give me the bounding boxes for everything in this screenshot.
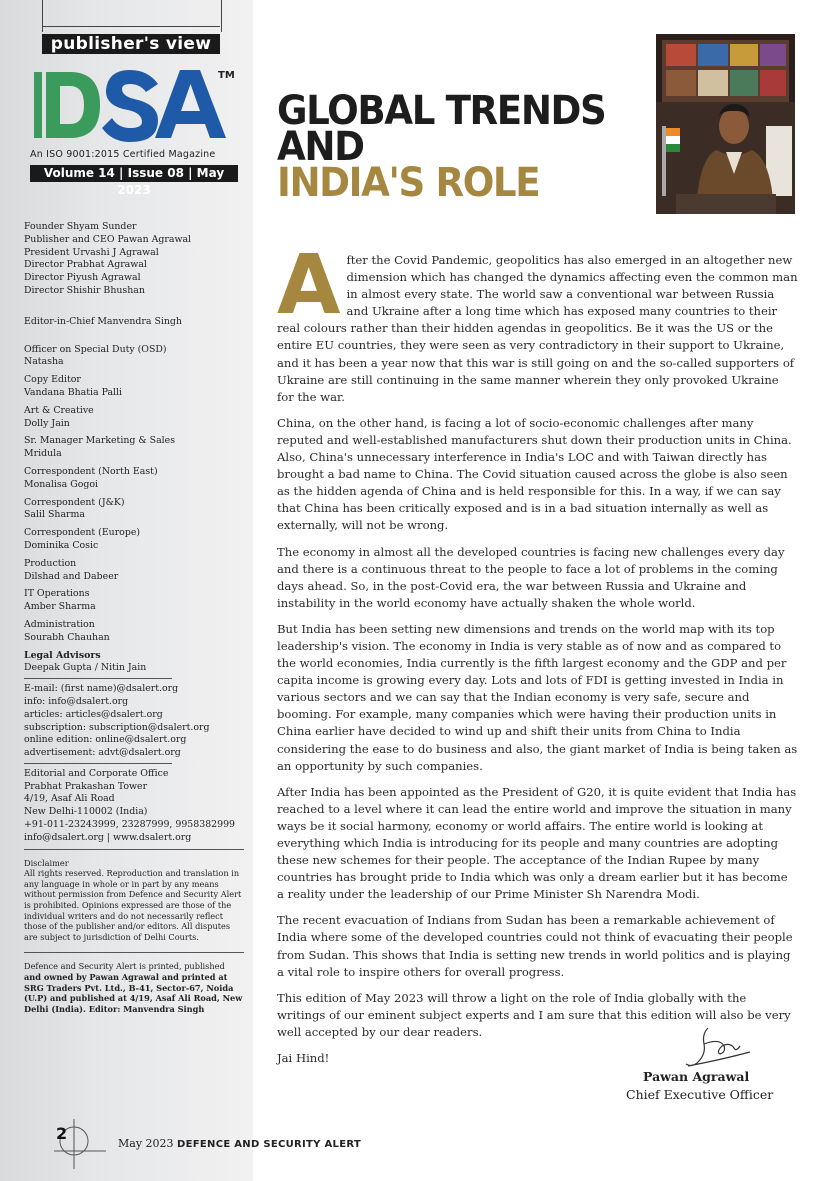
email-line: articles: articles@dsalert.org	[24, 708, 163, 720]
first-paragraph-text: fter the Covid Pandemic, geopolitics has also emerged in an altogether new dimension which has changed the dynamics affecting even the common man in almost every state. The world saw a conventional war between Russia and Ukraine after a long time which has exposed many countries to their real colours rather than their hidden agendas in geopolitics. Be it was the US or the entire EU countries, they were seen as very contradictory in their support to Ukraine, and it has been a year now that this war is still going on and the so-called supporters of Ukraine are still continuing in the same manner wherein they only provoked Ukraine for the war.	[277, 253, 798, 404]
dsa-logo	[30, 64, 235, 150]
printer-details: and owned by Pawan Agrawal and printed at SRG Traders Pvt. Ltd., B-41, Sector-67, Noida (U.P) and published at 4/19, Asaf Ali Road, New Delhi (India). Editor: Manvendra Singh	[24, 972, 243, 1014]
staff-name: Dolly Jain	[24, 417, 70, 429]
header-frame	[42, 0, 222, 32]
office-line: Prabhat Prakashan Tower	[24, 780, 148, 792]
article-paragraph: This edition of May 2023 will throw a light on the role of India globally with the writings of our eminent subject experts and I am sure that this edition will also be very well accepted by our dear readers.	[277, 990, 791, 1039]
email-line: subscription: subscription@dsalert.org	[24, 721, 210, 733]
email-line: online edition: online@dsalert.org	[24, 734, 187, 746]
publishers-view-label: publisher's view	[42, 34, 220, 54]
iso-certification: An ISO 9001:2015 Certified Magazine	[30, 149, 216, 160]
staff-role: IT Operations	[24, 588, 90, 600]
divider	[24, 849, 244, 850]
staff-name: Monalisa Gogoi	[24, 478, 99, 490]
staff-role: Copy Editor	[24, 374, 81, 386]
editor-in-chief-line: Editor-in-Chief Manvendra Singh	[24, 315, 182, 327]
office-line: Editorial and Corporate Office	[24, 767, 169, 779]
article-paragraph: The economy in almost all the developed countries is facing new challenges every day and there is a continuous threat to the people to face a lot of problems in the coming days ahead. So, in the post-Covid era, the war between Russia and Ukraine and instability in the world economy have actually shaken the whole world.	[277, 544, 785, 610]
title-line-1: GLOBAL TRENDS	[277, 88, 606, 134]
disclaimer-text: All rights reserved. Reproduction and translation in any language in whole or in part by any means without permission from Defence and Security Alert is prohibited. Opinions expressed are those of the individual writers and do not necessarily reflect those of the publisher and/or editors. All disputes are subject to jurisdiction of Delhi Courts.	[24, 868, 242, 942]
disclaimer-title: Disclaimer	[24, 857, 69, 868]
staff-name: Sourabh Chauhan	[24, 631, 110, 643]
signature-role: Chief Executive Officer	[626, 1087, 774, 1102]
director-line: Director Shishir Bhushan	[24, 284, 145, 296]
legal-names: Deepak Gupta / Nitin Jain	[24, 662, 147, 674]
article-paragraph: After India has been appointed as the President of G20, it is quite evident that India has reached to a level where it can lead the entire world and improve the situation in many ways be it social harmony, economy or world affairs. The entire world is looking at everything which India is introducing for its people and many countries are adopting these new schemes for their people. The acceptance of the Indian Rupee by many countries has brought pride to India which was only a dream earlier but it has become a reality under the leadership of our Prime Minister Sh Narendra Modi.	[277, 784, 797, 902]
staff-name: Vandana Bhatia Palli	[24, 386, 123, 398]
staff-role: Art & Creative	[24, 404, 94, 416]
staff-name: Dilshad and Dabeer	[24, 570, 119, 582]
office-line: New Delhi-110002 (India)	[24, 806, 148, 818]
staff-role: Administration	[24, 618, 95, 630]
office-line: info@dsalert.org | www.dsalert.org	[24, 831, 192, 843]
drop-cap: A	[277, 238, 341, 333]
staff-role: Officer on Special Duty (OSD)	[24, 343, 167, 355]
publisher-line: Publisher and CEO Pawan Agrawal	[24, 233, 192, 245]
signature-image	[680, 1024, 752, 1070]
page-number: 2	[56, 1124, 68, 1143]
email-line: info: info@dsalert.org	[24, 695, 129, 707]
staff-role: Correspondent (J&K)	[24, 496, 125, 508]
divider	[24, 952, 244, 953]
article-body	[277, 238, 798, 1076]
divider	[24, 678, 172, 679]
signature-name: Pawan Agrawal	[643, 1069, 750, 1084]
president-line: President Urvashi J Agrawal	[24, 246, 159, 258]
staff-name: Natasha	[24, 356, 64, 368]
article-title	[277, 88, 606, 206]
email-line: E-mail: (first name)@dsalert.org	[24, 683, 179, 695]
staff-role: Production	[24, 557, 77, 569]
director-line: Director Prabhat Agrawal	[24, 259, 147, 271]
staff-role: Correspondent (North East)	[24, 465, 158, 477]
printer-lead: Defence and Security Alert is printed, published	[24, 961, 225, 972]
sidebar	[0, 0, 253, 1181]
article-paragraph: China, on the other hand, is facing a lot of socio-economic challenges after many reputed and well-established manufacturers shut down their production units in China. Also, China's unnecessary interference in India's LOC and with Taiwan directly has brought a bad name to China. The Covid situation caused across the globe is also seen as the hidden agenda of China and is held responsible for this. In a way, if we can say that China has been critically exposed and is in a bad situation internally as well as externally, will not be wrong.	[277, 415, 792, 533]
running-footer	[118, 1137, 361, 1150]
title-line-2: AND	[277, 124, 364, 170]
legal-role: Legal Advisors	[24, 649, 101, 661]
footer-magazine: DEFENCE AND SECURITY ALERT	[177, 1139, 362, 1150]
closing-line: Jai Hind!	[277, 1051, 330, 1066]
header-rule	[42, 26, 220, 27]
staff-name: Amber Sharma	[24, 601, 96, 613]
office-line: +91-011-23243999, 23287999, 9958382999	[24, 819, 236, 831]
masthead	[24, 221, 244, 1014]
staff-name: Mridula	[24, 448, 62, 460]
staff-name: Salil Sharma	[24, 509, 85, 521]
staff-role: Correspondent (Europe)	[24, 527, 141, 539]
staff-role: Sr. Manager Marketing & Sales	[24, 435, 176, 447]
author-photo	[656, 34, 795, 214]
footer-date: May 2023	[118, 1137, 174, 1150]
article-paragraph: The recent evacuation of Indians from Sudan has been a remarkable achievement of India where some of the developed countries could not think of evacuating their people from Sudan. This shows that India is setting new trends in world politics and is playing a vital role to inspire others for overall progress.	[277, 913, 793, 979]
issue-banner: Volume 14 | Issue 08 | May 2023	[30, 165, 238, 182]
director-line: Director Piyush Agrawal	[24, 272, 141, 284]
office-line: 4/19, Asaf Ali Road	[24, 793, 115, 805]
founder-line: Founder Shyam Sunder	[24, 221, 137, 232]
email-line: advertisement: advt@dsalert.org	[24, 747, 181, 759]
article-paragraph	[277, 238, 798, 406]
article-paragraph: But India has been setting new dimensions and trends on the world map with its top leadership's vision. The economy in India is very stable as of now and as compared to the world economies, India currently is the fifth largest economy and the GDP and per capita income is growing every day. Lots and lots of FDI is getting invested in India in various sectors and we can say that the Indian economy is very safe, secure and booming. For example, many companies which were having their production units in China earlier have decided to wind up and shift their units from China to India considering the ease to do business and also, the giant market of India is being taken as an opportunity by such companies.	[277, 621, 798, 773]
title-line-3: INDIA'S ROLE	[277, 160, 540, 206]
logo-tm: TM	[218, 70, 235, 81]
divider	[24, 763, 172, 764]
staff-name: Dominika Cosic	[24, 539, 99, 551]
